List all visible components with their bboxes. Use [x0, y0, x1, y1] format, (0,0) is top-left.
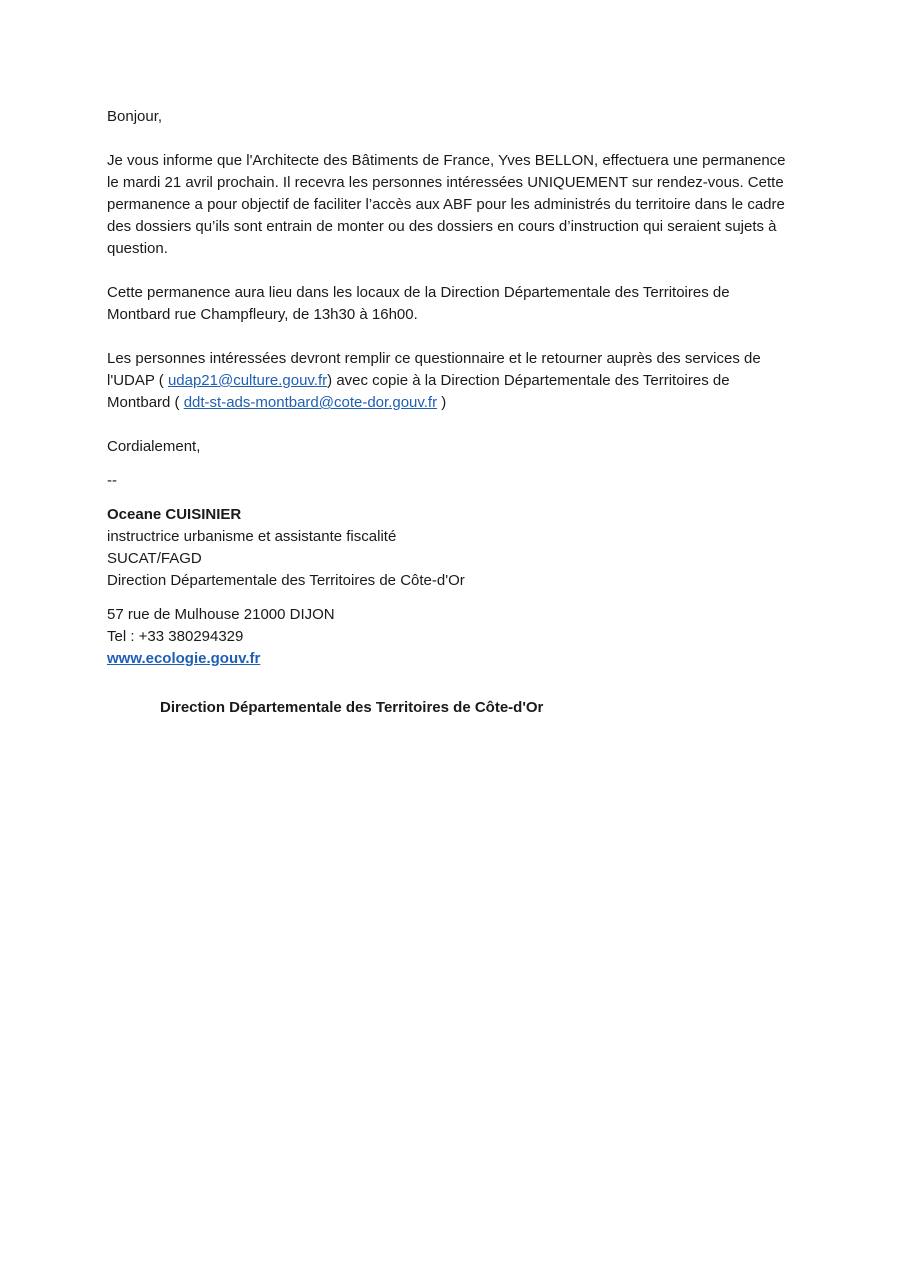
signature-title: instructrice urbanisme et assistante fiscalité: [107, 528, 397, 545]
signature-separator: --: [107, 472, 117, 489]
paragraph-announcement: Je vous informe que l'Architecte des Bâtiments de France, Yves BELLON, effectuera une permanence le mardi 21 avril prochain. Il recevra les personnes intéressées UNIQUEMENT sur rendez-vous. Cette permanence a pour objectif de faciliter l’accès aux ABF pour les administrés du territoire dans le cadre des dossiers qu’ils sont entrain de monter ou des dossiers en cours d’instruction qui seraient sujets à question.: [107, 152, 786, 257]
greeting-text: Bonjour,: [107, 108, 163, 125]
signature-unit: SUCAT/FAGD: [107, 550, 202, 567]
closing-text: Cordialement,: [107, 438, 201, 455]
signature-name: Oceane CUISINIER: [107, 506, 242, 523]
paragraph-location: Cette permanence aura lieu dans les locaux de la Direction Départementale des Territoires de Montbard rue Champfleury, de 13h30 à 16h00.: [107, 284, 730, 323]
udap-email-link[interactable]: udap21@culture.gouv.fr: [167, 372, 328, 389]
signature-phone: Tel : +33 380294329: [107, 628, 244, 645]
instructions-text-part3: ): [437, 394, 447, 411]
footer-organization: Direction Départementale des Territoires de Côte-d'Or: [160, 699, 544, 716]
ddt-email-link[interactable]: ddt-st-ads-montbard@cote-dor.gouv.fr: [183, 394, 438, 411]
signature-address: 57 rue de Mulhouse 21000 DIJON: [107, 606, 335, 623]
signature-block: [107, 504, 797, 592]
website-link[interactable]: www.ecologie.gouv.fr: [107, 650, 261, 667]
signature-contact: [107, 604, 797, 670]
instructions-text-part2: ) avec copie à la Direction Départementale des Territoires de Montbard (: [107, 372, 730, 411]
paragraph-instructions: [107, 348, 797, 414]
instructions-text-part1: Les personnes intéressées devront remplir ce questionnaire et le retourner auprès des services de l'UDAP (: [107, 350, 761, 389]
signature-organization: Direction Départementale des Territoires de Côte-d'Or: [107, 572, 465, 589]
email-body: [107, 106, 797, 682]
